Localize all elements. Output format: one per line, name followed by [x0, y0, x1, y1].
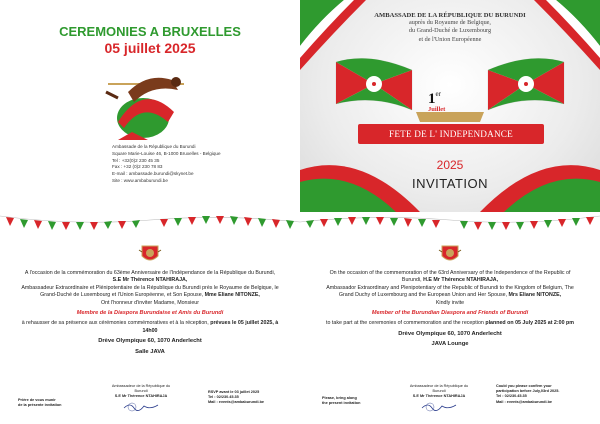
bunting-decoration: [0, 212, 300, 238]
guest-category: Member of the Burundian Diaspora and Friends of Burundi: [371, 310, 529, 317]
signatory-block: [404, 384, 474, 400]
year-label: 2025: [436, 158, 464, 172]
intro-text: A l'occasion de la commémoration du 63ème Anniversaire de l'Indépendance de la République du Burundi,: [24, 270, 276, 276]
ambassador-title: Ambassador Extraordinary and Plenipotentiary of the Republic of Burundi to the Kingdom of Belgium, The Grand Duchy of Luxembourg and the European Union and Her Spouse,: [326, 284, 574, 299]
high-jump-athlete-illustration: [88, 62, 198, 142]
address-line: E-mail : ambassade.burundi@skynet.be: [112, 171, 194, 177]
address-line: Tel : +32(0)2 230 45 35: [112, 157, 160, 163]
embassy-line: auprès du Royaume de Belgique,: [409, 19, 491, 26]
date-badge: [428, 90, 445, 113]
bunting-decoration: [300, 212, 600, 238]
event-datetime: prévues le 05 juillet 2025, à 14h00: [142, 320, 279, 334]
address-line: Ambassade de la République du Burundi: [112, 144, 196, 149]
note-line: the present invitation: [322, 401, 361, 406]
signatory-title: Ambassadeur de la République du Burundi: [111, 384, 171, 394]
signatory-title: Ambassadeur de la République du Burundi: [409, 384, 469, 394]
embassy-line: du Grand-Duché de Luxembourg: [408, 27, 492, 35]
date-day-suffix: er: [435, 90, 441, 98]
ceremonies-title: CEREMONIES A BRUXELLES: [59, 24, 241, 39]
burundi-coat-of-arms-icon: [138, 242, 162, 266]
independence-banner: FETE DE L' INDEPENDANCE: [358, 124, 544, 144]
address-line: Site : www.ambaburundi.be: [112, 177, 168, 183]
rsvp-phone: Tel : 02/230.45.35: [496, 394, 527, 399]
invitation-english-panel: [300, 212, 600, 424]
event-datetime: planned on 05 July 2025 at 2:00 pm: [485, 320, 574, 327]
rsvp-line: participation before July,03rd 2025.: [496, 389, 560, 394]
note-line: Please, bring along: [322, 396, 357, 400]
footer-note: [18, 398, 61, 408]
spouse-name: Mrs Eliane NITONZE,: [508, 292, 562, 299]
event-text: to take part at the ceremonies of commemoration and the reception: [326, 320, 484, 327]
signature-image: [122, 402, 162, 412]
address-line: Fax : +32 (0)2 230 78 83: [112, 164, 163, 170]
rsvp-block: [208, 390, 264, 406]
invitation-heading: INVITATION: [411, 176, 489, 191]
date-day: 1: [428, 91, 436, 107]
rsvp-phone: Tel : 02/230.45.35: [208, 395, 239, 400]
rsvp-email: Mail : events@ambaburundi.be: [208, 400, 265, 405]
invite-line: Kindly invite: [435, 299, 465, 306]
footer-note: [322, 396, 360, 406]
spouse-name: Mme Eliane NITONZE,: [204, 292, 260, 299]
venue-room: JAVA Lounge: [431, 341, 469, 348]
ambassador-name: S.E Mr Thérence NTAHIRAJA,: [112, 277, 188, 284]
embassy-name: AMBASSADE DE LA RÉPUBLIQUE DU BURUNDI: [374, 12, 526, 19]
date-month: Juillet: [428, 106, 446, 113]
intro-text: On the occasion of the commemoration of the 63rd Anniversary of the Independence of the Republic of Burundi,: [329, 270, 571, 284]
ambassador-name: H.E Mr Thérence NTAHIRAJA,: [423, 277, 499, 284]
signatory-block: [106, 384, 176, 400]
note-line: de la présente invitation: [18, 403, 62, 408]
independence-cover-panel: [300, 0, 600, 212]
invitation-text-fr: [20, 270, 280, 356]
rsvp-line: Could you please confirm your: [496, 384, 552, 388]
address-line: Square Marie-Louise 46, B-1000 Bruxelles - Belgique: [112, 150, 221, 156]
ceremonies-panel: [0, 0, 300, 212]
venue-address: Drève Olympique 60, 1070 Anderlecht: [398, 330, 502, 337]
signatory-name: S.E Mr Thérence NTAHIRAJA: [412, 394, 466, 399]
signature-image: [420, 402, 460, 412]
rsvp-block: [496, 384, 559, 405]
embassy-address-block: [112, 144, 292, 185]
rsvp-email: Mail : events@ambaburundi.be: [496, 399, 553, 404]
venue-address: Drève Olympique 60, 1070 Anderlecht: [98, 338, 202, 345]
embassy-line: et de l'Union Européenne: [418, 35, 482, 43]
note-line: Prière de vous munir: [18, 398, 56, 402]
ceremonies-date: 05 juillet 2025: [104, 40, 196, 56]
burundi-flag-left: [336, 58, 412, 110]
signatory-name: S.E Mr Thérence NTAHIRAJA: [114, 394, 168, 399]
burundi-coat-of-arms-icon: [438, 242, 462, 266]
invite-line: Ont l'honneur d'inviter Madame, Monsieur: [100, 299, 199, 306]
invitation-french-panel: [0, 212, 300, 424]
ambassador-title: Ambassadeur Extraordinaire et Plénipotentiaire de la République du Burundi près le Royaume de Belgique, le Grand-Duché de Luxembourg et l'Union Européenne, et Son Epouse,: [21, 284, 279, 299]
event-text: à rehausser de sa présence aux cérémonies commémoratives et à la réception,: [21, 320, 209, 327]
burundi-flag-right: [488, 58, 564, 110]
rsvp-line: RSVP avant le 03 juillet 2025: [208, 390, 260, 394]
embassy-header: [330, 12, 570, 44]
venue-room: Salle JAVA: [135, 348, 165, 355]
guest-category: Membre de la Diaspora Burundaise et Amis du Burundi: [76, 310, 224, 317]
invitation-text-en: [320, 270, 580, 349]
